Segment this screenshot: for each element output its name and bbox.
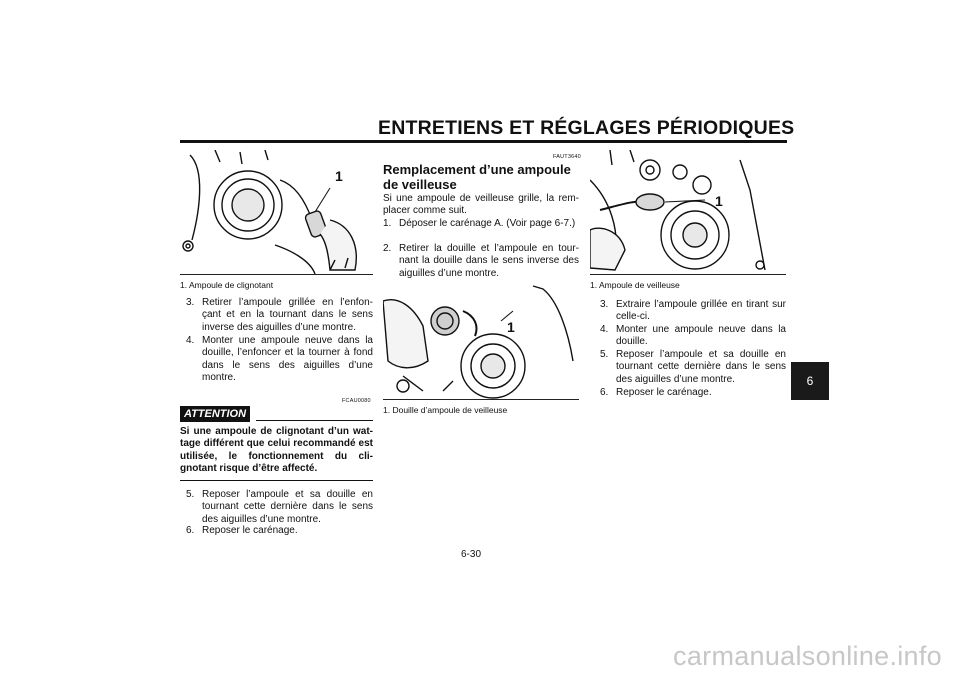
figure-caption: 1. Ampoule de veilleuse [590, 280, 680, 290]
chapter-tab: 6 [791, 362, 829, 400]
warning-label: ATTENTION [180, 406, 250, 422]
figure-callout: 1 [507, 319, 515, 335]
position-bulb-illustration [590, 150, 786, 274]
page-number: 6-30 [461, 549, 482, 560]
figure-position-bulb [590, 150, 786, 275]
figure-callout: 1 [715, 193, 723, 209]
section-title: Remplacement d’une ampoule de veilleuse [383, 162, 571, 192]
page-title: ENTRETIENS ET RÉGLAGES PÉRIODIQUES [378, 117, 795, 139]
list-item: 1. Déposer le carénage A. (Voir page 6-7.) [383, 218, 576, 229]
header-rule [180, 140, 787, 143]
figure-caption: 1. Douille d’ampoule de veilleuse [383, 405, 508, 415]
list-item: 4. Monter une ampoule neuve dans la douille. [600, 324, 786, 348]
list-item: 5. Reposer l’ampoule et sa douille en tournant cette dernière dans le sens des aiguilles d’une montre. [186, 489, 373, 525]
warning-rule-top [256, 420, 373, 421]
figure-position-socket [383, 281, 579, 400]
section-intro: Si une ampoule de veilleuse grille, la rem-placer comme suit. [383, 193, 579, 217]
list-item: 5. Reposer l’ampoule et sa douille en tournant cette dernière dans le sens des aiguilles d’une montre. [600, 349, 786, 385]
list-item: 6. Reposer le carénage. [600, 387, 712, 398]
watermark: carmanualsonline.info [673, 641, 942, 671]
section-code: FAUT3640 [553, 154, 581, 160]
warning-code: FCAU0080 [342, 398, 371, 404]
warning-text: Si une ampoule de clignotant d’un wat-tage différent que celui recommandé est utilisée, le fonctionnement du cli-gnotant risque d’être affecté. [180, 426, 373, 475]
list-item: 4. Monter une ampoule neuve dans la douille, l’enfoncer et la tourner à fond dans le sens des aiguilles d’une montre. [186, 335, 373, 384]
list-item: 3. Retirer l’ampoule grillée en l’enfon-çant et en la tournant dans le sens inverse des aiguilles d’une montre. [186, 297, 373, 333]
warning-rule-bottom [180, 480, 373, 481]
figure-caption: 1. Ampoule de clignotant [180, 280, 274, 290]
list-item: 2. Retirer la douille et l’ampoule en tour-nant la douille dans le sens inverse des aiguilles d’une montre. [383, 243, 579, 279]
position-socket-illustration [383, 281, 579, 399]
list-item: 3. Extraire l’ampoule grillée en tirant sur celle-ci. [600, 299, 786, 323]
figure-turn-signal-bulb [180, 150, 373, 275]
turn-signal-illustration [180, 150, 373, 274]
list-item: 6. Reposer le carénage. [186, 525, 298, 536]
figure-callout: 1 [335, 168, 343, 184]
